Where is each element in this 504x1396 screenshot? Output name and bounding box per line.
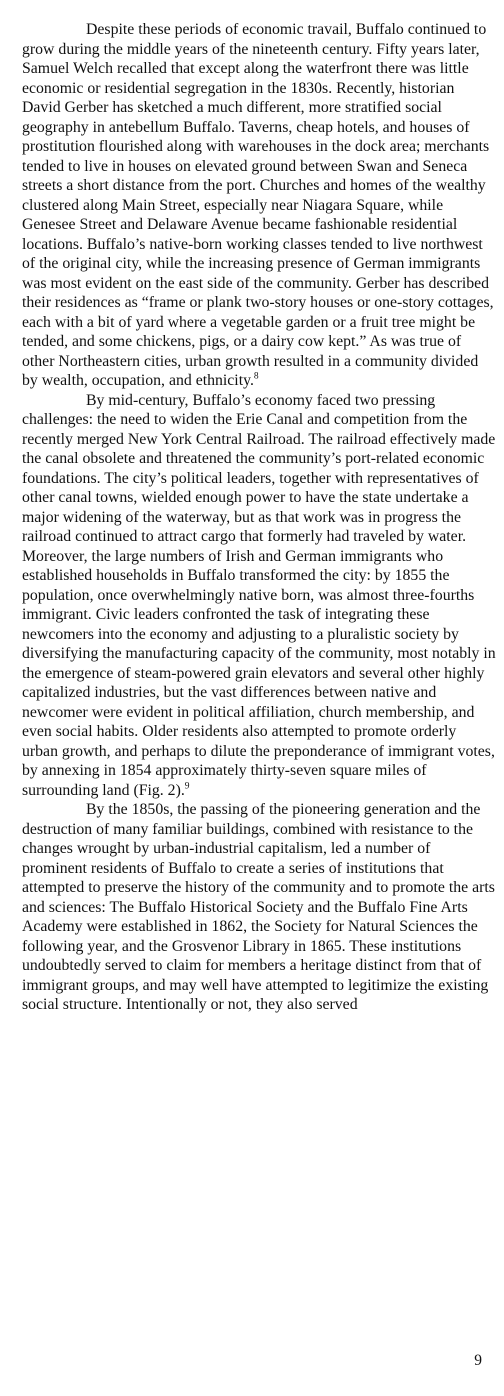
paragraph-2-text: By mid-century, Buffalo’s economy faced two pressing challenges: the need to widen the Erie Canal and competition from the recently merged New York Central Railroad. The railroad effectively made the canal obsolete and threatened the community’s port-related economic foundations. The city’s political leaders, together with representatives of other canal towns, wielded enough power to have the state undertake a major widening of the waterway, but as that work was in progress the railroad continued to attract cargo that formerly had traveled by water. Moreover, the large numbers of Irish and German immigrants who established households in Buffalo transformed the city: by 1855 the population, once overwhelmingly native born, was almost three-fourths immigrant. Civic leaders confronted the task of integrating these newcomers into the economy and adjusting to a pluralistic society by diversifying the manufacturing capacity of the community, most notably in the emergence of steam-powered grain elevators and several other highly capitalized industries, but the vast differences between native and newcomer were evident in political affiliation, church membership, and even social habits. Older residents also attempted to promote orderly urban growth, and perhaps to dilute the preponderance of immigrant votes, by annexing in 1854 approximately thirty-seven square miles of surrounding land (Fig. 2). <box>22 391 496 799</box>
paragraph-3-text: By the 1850s, the passing of the pioneering generation and the destruction of many familiar buildings, combined with resistance to the changes wrought by urban-industrial capitalism, led a number of prominent residents of Buffalo to create a series of institutions that attempted to preserve the history of the community and to promote the arts and sciences: The Buffalo Historical Society and the Buffalo Fine Arts Academy were established in 1862, the Society for Natural Sciences the following year, and the Grosvenor Library in 1865. These institutions undoubtedly served to claim for members a heritage distinct from that of immigrant groups, and may well have attempted to legitimize the existing social structure. Intentionally or not, they also served <box>22 801 495 1013</box>
paragraph-3 <box>22 800 496 1015</box>
page-body <box>22 20 496 1015</box>
paragraph-1 <box>22 20 496 391</box>
footnote-ref-9: 9 <box>184 781 190 792</box>
footnote-ref-8: 8 <box>253 371 259 382</box>
paragraph-1-text: Despite these periods of economic travail, Buffalo continued to grow during the middle years of the nineteenth century. Fifty years later, Samuel Welch recalled that except along the waterfront there was little economic or residential segregation in the 1830s. Recently, historian David Gerber has sketched a much different, more stratified social geography in antebellum Buffalo. Taverns, cheap hotels, and houses of prostitution flourished along with warehouses in the dock area; merchants tended to live in houses on elevated ground between Swan and Seneca streets a short distance from the port. Churches and homes of the wealthy clustered along Main Street, especially near Niagara Square, while Genesee Street and Delaware Avenue became fashionable residential locations. Buffalo’s native-born working classes tended to live northwest of the original city, while the increasing presence of German immigrants was most evident on the east side of the community. Gerber has described their residences as “frame or plank two-story houses or one-story cottages, each with a bit of yard where a vegetable garden or a fruit tree might be tended, and some chickens, pigs, or a dairy cow kept.” As was true of other Northeastern cities, urban growth resulted in a community divided by wealth, occupation, and ethnicity. <box>22 21 494 389</box>
paragraph-2 <box>22 391 496 801</box>
page-number: 9 <box>474 1352 482 1369</box>
